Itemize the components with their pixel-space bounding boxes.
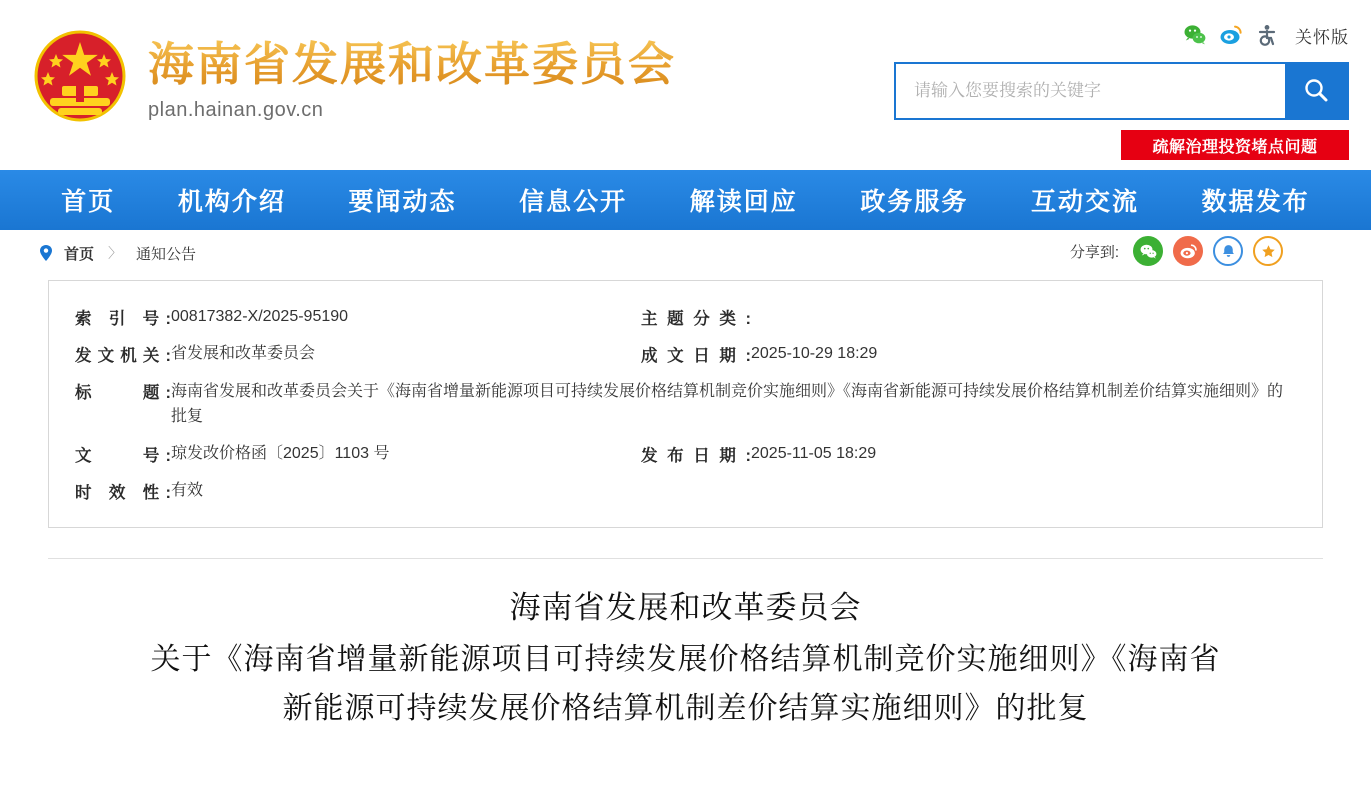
weibo-icon[interactable] — [1219, 23, 1243, 47]
table-row — [75, 299, 1296, 336]
meta-value-topic — [751, 299, 1296, 336]
meta-label-written-date: 成文日期: — [641, 346, 751, 365]
share-star-icon[interactable] — [1253, 236, 1283, 266]
meta-value-docnum: 琼发改价格函〔2025〕1103 号 — [171, 444, 390, 462]
investment-issue-banner[interactable]: 疏解治理投资堵点问题 — [1121, 130, 1349, 160]
nav-item-news[interactable]: 要闻动态 — [348, 188, 457, 216]
share-label: 分享到: — [1069, 243, 1119, 261]
table-row — [75, 336, 1296, 373]
meta-value-written-date: 2025-10-29 18:29 — [751, 344, 878, 362]
meta-label-validity: 时 效 性: — [75, 483, 171, 502]
meta-label-index: 索 引 号: — [75, 310, 171, 328]
main-navigation — [0, 170, 1371, 230]
search-button[interactable] — [1285, 64, 1347, 118]
breadcrumb-current: 通知公告 — [136, 245, 197, 263]
table-row — [75, 436, 1296, 473]
breadcrumb-home[interactable]: 首页 — [64, 245, 95, 263]
document-meta-box — [48, 280, 1323, 528]
share-bell-icon[interactable] — [1213, 236, 1243, 266]
share-weibo-icon[interactable] — [1173, 236, 1203, 266]
nav-item-org[interactable]: 机构介绍 — [177, 188, 286, 216]
accessibility-icon[interactable] — [1255, 23, 1279, 47]
nav-item-interpretation[interactable]: 解读回应 — [689, 188, 798, 216]
wechat-icon[interactable] — [1183, 23, 1207, 47]
meta-value-title: 海南省发展和改革委员会关于《海南省增量新能源项目可持续发展价格结算机制竞价实施细则》《海南省新能源可持续发展价格结算机制差价结算实施细则》的批复 — [171, 382, 1284, 426]
table-row — [75, 473, 1296, 510]
meta-value-publish-date: 2025-11-05 18:29 — [751, 444, 877, 462]
table-row — [75, 373, 1296, 436]
site-identity — [148, 38, 676, 122]
article-title-block — [0, 559, 1371, 733]
nav-item-home[interactable]: 首页 — [61, 188, 116, 216]
location-pin-icon — [38, 244, 54, 262]
national-emblem-icon — [24, 24, 136, 136]
search-icon — [1302, 76, 1330, 107]
search-box[interactable] — [894, 62, 1349, 120]
breadcrumb-separator: 〉 — [108, 245, 123, 261]
nav-item-service[interactable]: 政务服务 — [860, 188, 969, 216]
article-title-line-1: 海南省发展和改革委员会 — [509, 590, 862, 627]
meta-value-index: 00817382-X/2025-95190 — [171, 308, 349, 325]
article-title-line-3: 新能源可持续发展价格结算机制差价结算实施细则》的批复 — [282, 691, 1089, 727]
nav-item-interaction[interactable]: 互动交流 — [1031, 188, 1140, 216]
share-wechat-icon[interactable] — [1133, 236, 1163, 266]
meta-label-docnum: 文 号: — [75, 446, 171, 465]
nav-item-disclosure[interactable]: 信息公开 — [519, 188, 628, 216]
header-utility-icons — [1183, 22, 1349, 48]
article-title-line-2: 关于《海南省增量新能源项目可持续发展价格结算机制竞价实施细则》《海南省 — [150, 641, 1221, 677]
share-bar — [1070, 236, 1283, 266]
meta-label-publish-date: 发布日期: — [641, 446, 751, 465]
site-domain: plan.hainan.gov.cn — [148, 98, 324, 121]
site-title: 海南省发展和改革委员会 — [148, 37, 676, 91]
meta-value-issuer: 省发展和改革委员会 — [171, 344, 316, 362]
meta-label-issuer: 发文机关: — [75, 346, 171, 365]
nav-item-data[interactable]: 数据发布 — [1201, 188, 1310, 216]
meta-label-title: 标 题: — [75, 383, 171, 402]
breadcrumb-bar — [0, 230, 1371, 276]
search-input[interactable] — [896, 64, 1285, 118]
care-version-link[interactable]: 关怀版 — [1295, 27, 1349, 47]
document-meta-table — [75, 299, 1296, 509]
meta-label-topic: 主题分类: — [641, 310, 751, 328]
site-header — [0, 0, 1371, 170]
meta-value-validity: 有效 — [171, 481, 204, 499]
